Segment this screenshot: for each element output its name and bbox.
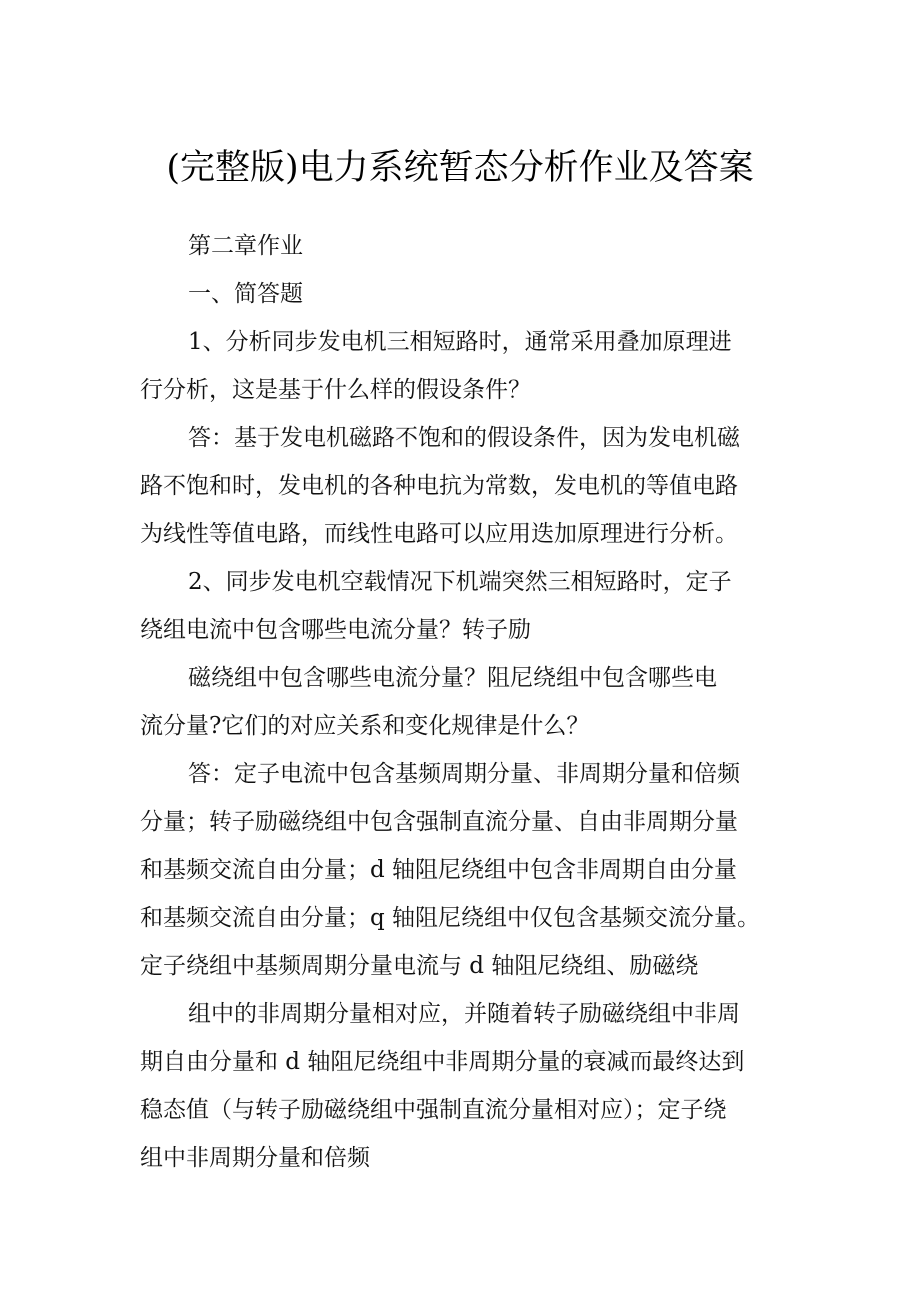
text-line: 第二章作业 (188, 233, 303, 259)
text-line: 和基频交流自由分量；q 轴阻尼绕组中仅包含基频交流分量。 (140, 905, 761, 931)
text-line: 定子绕组中基频周期分量电流与 d 轴阻尼绕组、励磁绕 (140, 953, 699, 979)
text-line: 一、简答题 (188, 281, 303, 307)
text-line: 磁绕组中包含哪些电流分量？阻尼绕组中包含哪些电 (188, 665, 717, 691)
text-line: 为线性等值电路，而线性电路可以应用迭加原理进行分析。 (140, 521, 738, 547)
text-line: 路不饱和时，发电机的各种电抗为常数，发电机的等值电路 (140, 473, 738, 499)
text-line: 绕组电流中包含哪些电流分量？转子励 (140, 617, 531, 643)
text-line: 答：定子电流中包含基频周期分量、非周期分量和倍频 (188, 761, 740, 787)
text-line: 稳态值（与转子励磁绕组中强制直流分量相对应）；定子绕 (140, 1097, 727, 1123)
document-title: (完整版)电力系统暂态分析作业及答案 (166, 148, 754, 188)
text-line: 组中的非周期分量相对应，并随着转子励磁绕组中非周 (188, 1001, 740, 1027)
text-line: 2、同步发电机空载情况下机端突然三相短路时，定子 (188, 569, 732, 595)
text-line: 组中非周期分量和倍频 (140, 1145, 370, 1171)
text-line: 流分量?它们的对应关系和变化规律是什么？ (140, 713, 590, 739)
text-line: 1、分析同步发电机三相短路时，通常采用叠加原理进 (188, 329, 732, 355)
document-body (140, 222, 790, 1182)
text-line: 期自由分量和 d 轴阻尼绕组中非周期分量的衰减而最终达到 (140, 1049, 745, 1075)
text-line: 行分析，这是基于什么样的假设条件？ (140, 377, 531, 403)
text-line: 和基频交流自由分量；d 轴阻尼绕组中包含非周期自由分量 (140, 857, 738, 883)
text-line: 答：基于发电机磁路不饱和的假设条件，因为发电机磁 (188, 425, 740, 451)
text-line: 分量；转子励磁绕组中包含强制直流分量、自由非周期分量 (140, 809, 738, 835)
